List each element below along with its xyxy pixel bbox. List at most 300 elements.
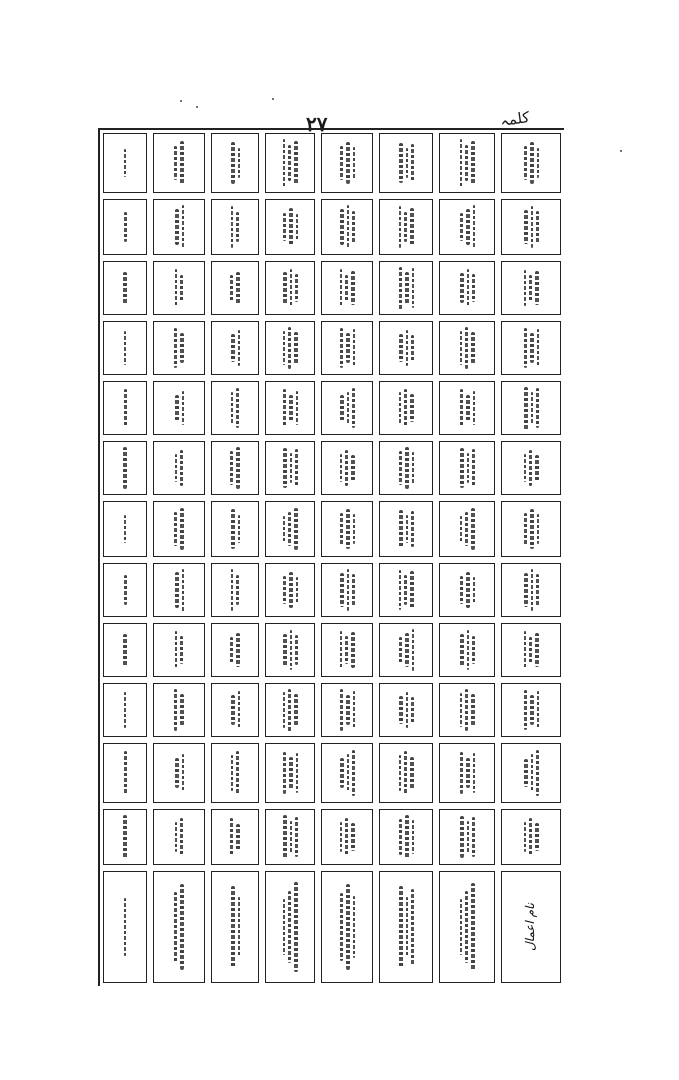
handwritten-entry xyxy=(524,627,539,673)
handwritten-entry xyxy=(283,203,298,251)
handwriting-stroke xyxy=(353,147,355,178)
handwriting-stroke xyxy=(460,448,464,488)
ink-speck xyxy=(620,150,622,152)
table-cell xyxy=(153,133,205,193)
handwriting-stroke xyxy=(340,513,343,546)
handwritten-entry xyxy=(460,505,475,553)
table-cell xyxy=(103,563,147,617)
handwritten-entry xyxy=(399,627,414,673)
table-cell xyxy=(153,743,205,803)
handwriting-stroke xyxy=(294,508,298,551)
handwriting-stroke xyxy=(124,575,127,604)
handwriting-stroke xyxy=(465,327,468,369)
handwritten-entry xyxy=(460,813,475,861)
handwritten-entry xyxy=(175,747,184,798)
handwritten-entry xyxy=(399,879,414,976)
handwriting-stroke xyxy=(288,689,291,732)
handwritten-entry xyxy=(399,137,414,188)
handwriting-stroke xyxy=(467,630,469,669)
handwriting-stroke xyxy=(411,889,414,965)
table-cell xyxy=(321,623,373,677)
handwritten-entry xyxy=(399,325,414,371)
handwriting-stroke xyxy=(537,691,539,729)
handwriting-stroke xyxy=(466,572,470,608)
table-cell xyxy=(379,441,433,495)
table-cell xyxy=(501,743,561,803)
handwritten-entry xyxy=(283,505,298,553)
table-cell xyxy=(103,199,147,255)
handwriting-stroke xyxy=(524,631,526,669)
handwriting-stroke xyxy=(182,391,184,424)
handwritten-entry xyxy=(175,265,183,311)
handwriting-stroke xyxy=(236,388,239,427)
handwritten-entry xyxy=(399,687,414,733)
handwriting-stroke xyxy=(283,331,285,365)
handwriting-stroke xyxy=(288,512,291,547)
handwriting-stroke xyxy=(471,332,475,363)
handwriting-stroke xyxy=(405,272,409,304)
handwriting-stroke xyxy=(180,450,183,487)
handwriting-stroke xyxy=(283,139,285,187)
handwritten-entry xyxy=(174,505,184,553)
handwriting-stroke xyxy=(340,893,343,962)
handwriting-stroke xyxy=(406,515,408,543)
handwriting-stroke xyxy=(536,388,539,428)
handwritten-entry xyxy=(231,879,240,976)
table-cell xyxy=(153,441,205,495)
handwriting-stroke xyxy=(295,449,298,487)
handwriting-stroke xyxy=(412,820,414,854)
table-cell xyxy=(501,501,561,557)
table-cell xyxy=(265,563,315,617)
handwritten-entry xyxy=(283,747,298,798)
handwriting-stroke xyxy=(460,634,464,666)
table-cell xyxy=(379,321,433,375)
table-cell xyxy=(501,809,561,865)
handwritten-entry xyxy=(524,687,539,733)
table-cell xyxy=(211,623,259,677)
catchword: کلمہ xyxy=(498,108,531,130)
handwriting-stroke xyxy=(460,899,462,954)
handwriting-stroke xyxy=(238,148,240,178)
handwriting-stroke xyxy=(460,139,462,186)
table-cell xyxy=(153,261,205,315)
handwriting-stroke xyxy=(467,821,469,853)
handwriting-stroke xyxy=(524,454,526,482)
handwritten-entry xyxy=(231,567,239,613)
table-cell xyxy=(211,809,259,865)
handwriting-stroke xyxy=(410,208,414,246)
handwriting-stroke xyxy=(124,515,126,542)
handwriting-stroke xyxy=(231,755,233,791)
handwriting-stroke xyxy=(290,453,292,483)
handwriting-stroke xyxy=(347,392,349,425)
table-cell xyxy=(265,809,315,865)
handwriting-stroke xyxy=(535,823,539,850)
handwritten-entry xyxy=(399,445,414,491)
handwritten-entry xyxy=(124,879,126,976)
handwriting-stroke xyxy=(296,214,298,240)
handwriting-stroke xyxy=(353,896,355,959)
handwriting-stroke xyxy=(174,689,177,731)
table-cell xyxy=(265,623,315,677)
table-cell xyxy=(265,501,315,557)
handwriting-stroke xyxy=(531,206,533,249)
handwriting-stroke xyxy=(345,450,348,486)
table-cell xyxy=(379,133,433,193)
table-cell xyxy=(153,381,205,435)
handwriting-stroke xyxy=(524,573,528,607)
table-cell xyxy=(265,743,315,803)
handwriting-stroke xyxy=(471,141,475,185)
handwritten-entry xyxy=(524,203,539,251)
table-cell xyxy=(439,261,495,315)
handwritten-entry xyxy=(283,813,298,861)
handwriting-stroke xyxy=(182,754,184,792)
table-cell xyxy=(321,809,373,865)
handwriting-stroke xyxy=(399,570,401,611)
table-cell xyxy=(321,743,373,803)
handwriting-stroke xyxy=(536,750,539,796)
handwritten-entry xyxy=(460,747,475,798)
handwriting-stroke xyxy=(347,205,349,248)
handwriting-stroke xyxy=(465,145,468,181)
handwriting-stroke xyxy=(182,569,184,612)
handwriting-stroke xyxy=(175,822,177,853)
handwritten-entry xyxy=(124,137,126,188)
handwriting-stroke xyxy=(465,689,468,732)
handwriting-stroke xyxy=(175,395,179,421)
handwriting-stroke xyxy=(524,146,527,180)
handwriting-stroke xyxy=(289,395,293,422)
handwritten-entry xyxy=(231,385,239,431)
handwritten-entry xyxy=(231,137,240,188)
handwriting-stroke xyxy=(347,569,349,612)
handwriting-stroke xyxy=(231,334,235,362)
handwriting-stroke xyxy=(351,455,355,481)
handwritten-entry xyxy=(174,325,184,371)
handwriting-stroke xyxy=(236,824,240,850)
handwriting-stroke xyxy=(236,575,239,606)
table-cell xyxy=(501,133,561,193)
handwriting-stroke xyxy=(412,268,414,308)
table-cell xyxy=(103,261,147,315)
table-cell xyxy=(211,501,259,557)
table-cell xyxy=(321,381,373,435)
handwriting-stroke xyxy=(404,212,407,242)
handwritten-entry xyxy=(175,627,183,673)
handwriting-stroke xyxy=(473,577,475,603)
handwriting-stroke xyxy=(467,269,469,307)
handwriting-stroke xyxy=(340,395,344,420)
handwriting-stroke xyxy=(353,329,355,367)
handwriting-stroke xyxy=(175,454,177,483)
handwriting-stroke xyxy=(472,636,475,665)
handwriting-stroke xyxy=(524,690,527,731)
handwriting-stroke xyxy=(124,331,126,366)
handwriting-stroke xyxy=(340,209,344,244)
handwriting-stroke xyxy=(236,212,239,243)
table-cell xyxy=(379,871,433,983)
table-cell xyxy=(153,871,205,983)
table-cell xyxy=(321,871,373,983)
handwritten-entry xyxy=(123,813,127,861)
handwritten-entry xyxy=(124,747,127,798)
handwriting-stroke xyxy=(124,149,126,177)
handwriting-stroke xyxy=(124,751,127,794)
handwriting-stroke xyxy=(238,691,240,728)
handwriting-stroke xyxy=(460,576,463,604)
handwritten-entry xyxy=(231,505,240,553)
table-cell xyxy=(321,133,373,193)
handwriting-stroke xyxy=(340,822,342,852)
handwriting-stroke xyxy=(340,758,344,787)
table-cell xyxy=(265,683,315,737)
table-cell xyxy=(321,683,373,737)
handwriting-stroke xyxy=(175,631,177,669)
handwriting-stroke xyxy=(175,758,179,788)
handwriting-stroke xyxy=(180,141,184,184)
handwriting-stroke xyxy=(345,818,348,856)
handwriting-stroke xyxy=(294,332,298,364)
table-cell xyxy=(501,563,561,617)
handwriting-stroke xyxy=(174,892,177,962)
handwriting-stroke xyxy=(471,883,475,971)
handwriting-stroke xyxy=(346,509,350,550)
handwriting-stroke xyxy=(346,695,350,726)
handwriting-stroke xyxy=(412,629,414,670)
handwritten-entry xyxy=(399,385,414,431)
handwriting-stroke xyxy=(180,333,184,363)
handwriting-stroke xyxy=(340,328,343,368)
handwritten-entry xyxy=(174,687,184,733)
handwriting-stroke xyxy=(346,142,350,185)
handwritten-entry xyxy=(175,385,184,431)
handwritten-entry xyxy=(524,505,539,553)
handwriting-stroke xyxy=(410,394,414,422)
handwriting-stroke xyxy=(399,886,403,967)
handwritten-entry xyxy=(283,567,298,613)
handwriting-stroke xyxy=(351,632,355,667)
table-cell xyxy=(501,261,561,315)
table-cell xyxy=(501,871,561,983)
handwritten-entry xyxy=(231,687,240,733)
table-cell xyxy=(103,133,147,193)
handwritten-entry xyxy=(524,445,539,491)
handwritten-entry xyxy=(460,627,475,673)
handwritten-entry xyxy=(283,879,298,976)
table-cell xyxy=(103,623,147,677)
table-cell xyxy=(379,563,433,617)
handwriting-stroke xyxy=(288,327,291,369)
handwriting-stroke xyxy=(124,692,126,728)
handwriting-stroke xyxy=(182,205,184,249)
handwriting-stroke xyxy=(399,696,403,725)
handwritten-entry xyxy=(283,687,298,733)
handwriting-stroke xyxy=(460,389,463,426)
handwriting-stroke xyxy=(180,636,183,664)
handwritten-entry xyxy=(124,505,126,553)
handwriting-stroke xyxy=(529,818,532,856)
handwritten-entry xyxy=(399,265,414,311)
handwriting-stroke xyxy=(180,508,184,549)
handwriting-stroke xyxy=(529,450,532,486)
handwriting-stroke xyxy=(345,275,348,302)
handwriting-stroke xyxy=(296,753,298,793)
handwritten-entry xyxy=(283,627,298,673)
table-cell xyxy=(103,743,147,803)
handwriting-stroke xyxy=(524,822,526,852)
handwriting-stroke xyxy=(180,884,184,970)
ink-speck xyxy=(196,106,198,108)
handwritten-entry xyxy=(460,385,475,431)
table-cell xyxy=(265,871,315,983)
table-cell xyxy=(153,683,205,737)
table-cell xyxy=(153,199,205,255)
handwriting-stroke xyxy=(460,213,463,242)
handwritten-entry xyxy=(230,627,240,673)
table-cell xyxy=(211,199,259,255)
table-cell xyxy=(211,441,259,495)
table-cell xyxy=(379,261,433,315)
handwriting-stroke xyxy=(283,576,286,605)
table-cell xyxy=(153,563,205,617)
handwritten-entry xyxy=(399,813,414,861)
table-cell xyxy=(439,321,495,375)
handwritten-entry xyxy=(524,813,539,861)
handwriting-stroke xyxy=(465,891,468,963)
handwriting-stroke xyxy=(411,511,414,547)
handwriting-stroke xyxy=(236,751,239,796)
handwritten-entry xyxy=(283,137,298,188)
handwritten-entry xyxy=(124,687,126,733)
handwriting-stroke xyxy=(174,512,177,545)
handwriting-stroke xyxy=(174,146,177,181)
handwritten-entry xyxy=(524,385,539,431)
handwriting-stroke xyxy=(524,513,527,545)
handwriting-stroke xyxy=(473,205,475,250)
handwriting-stroke xyxy=(537,514,539,543)
table-cell xyxy=(439,501,495,557)
handwriting-stroke xyxy=(467,453,469,483)
table-cell xyxy=(379,683,433,737)
handwriting-stroke xyxy=(283,389,286,427)
handwritten-entry xyxy=(340,445,355,491)
handwriting-stroke xyxy=(124,898,126,955)
table-cell xyxy=(501,623,561,677)
handwriting-stroke xyxy=(290,269,292,308)
handwritten-table xyxy=(98,128,564,986)
table-cell xyxy=(265,133,315,193)
handwriting-stroke xyxy=(283,634,287,666)
handwriting-stroke xyxy=(352,750,355,796)
handwriting-stroke xyxy=(405,633,409,666)
handwriting-stroke xyxy=(283,692,285,727)
handwritten-entry xyxy=(460,445,475,491)
table-cell xyxy=(153,623,205,677)
handwriting-stroke xyxy=(283,752,286,795)
handwriting-stroke xyxy=(472,274,475,302)
table-cell xyxy=(439,683,495,737)
handwriting-stroke xyxy=(530,509,534,549)
handwriting-stroke xyxy=(460,693,462,728)
handwriting-stroke xyxy=(294,141,298,186)
table-cell xyxy=(103,809,147,865)
handwriting-stroke xyxy=(296,391,298,426)
table-cell xyxy=(153,321,205,375)
handwriting-stroke xyxy=(460,273,464,304)
table-cell xyxy=(439,743,495,803)
handwriting-stroke xyxy=(406,897,408,956)
table-cell xyxy=(501,321,561,375)
table-cell xyxy=(321,441,373,495)
handwriting-stroke xyxy=(406,330,408,366)
handwriting-stroke xyxy=(230,451,233,486)
handwritten-entry xyxy=(340,137,355,188)
handwritten-entry xyxy=(123,265,127,311)
handwriting-stroke xyxy=(238,515,240,544)
table-cell xyxy=(321,199,373,255)
handwriting-stroke xyxy=(399,819,402,856)
handwriting-stroke xyxy=(352,574,355,606)
handwriting-stroke xyxy=(530,695,534,725)
handwriting-stroke xyxy=(460,331,462,365)
handwriting-stroke xyxy=(289,208,293,245)
table-cell xyxy=(211,133,259,193)
handwriting-stroke xyxy=(471,508,475,550)
handwritten-entry xyxy=(399,567,414,613)
handwriting-stroke xyxy=(340,689,343,730)
handwritten-entry xyxy=(283,325,298,371)
handwritten-entry xyxy=(283,265,298,311)
handwriting-stroke xyxy=(340,454,342,482)
ink-speck xyxy=(180,100,182,102)
handwriting-stroke xyxy=(346,884,350,969)
handwriting-stroke xyxy=(175,209,179,245)
handwritten-entry xyxy=(175,445,183,491)
handwriting-stroke xyxy=(123,634,127,666)
handwritten-entry xyxy=(524,265,539,311)
table-cell xyxy=(211,321,259,375)
handwritten-entry xyxy=(399,747,414,798)
handwriting-stroke xyxy=(290,630,292,670)
handwritten-entry xyxy=(124,325,126,371)
table-cell xyxy=(501,381,561,435)
handwriting-stroke xyxy=(399,206,401,247)
handwriting-stroke xyxy=(473,391,475,425)
handwritten-entry xyxy=(175,813,183,861)
handwriting-stroke xyxy=(405,447,409,489)
handwriting-stroke xyxy=(345,636,348,663)
handwritten-entry xyxy=(460,203,475,251)
handwriting-stroke xyxy=(535,455,539,480)
handwriting-stroke xyxy=(524,328,527,368)
handwriting-stroke xyxy=(466,209,470,246)
handwritten-entry xyxy=(524,567,539,613)
table-cell xyxy=(153,501,205,557)
handwriting-stroke xyxy=(466,758,470,789)
handwriting-stroke xyxy=(231,695,235,724)
handwritten-entry xyxy=(399,505,414,553)
handwriting-stroke xyxy=(352,388,355,429)
table-cell xyxy=(321,261,373,315)
handwriting-stroke xyxy=(530,333,534,362)
handwriting-stroke xyxy=(288,891,291,964)
table-cell xyxy=(153,809,205,865)
handwriting-stroke xyxy=(529,637,532,664)
table-cell xyxy=(439,199,495,255)
handwriting-stroke xyxy=(466,395,470,422)
